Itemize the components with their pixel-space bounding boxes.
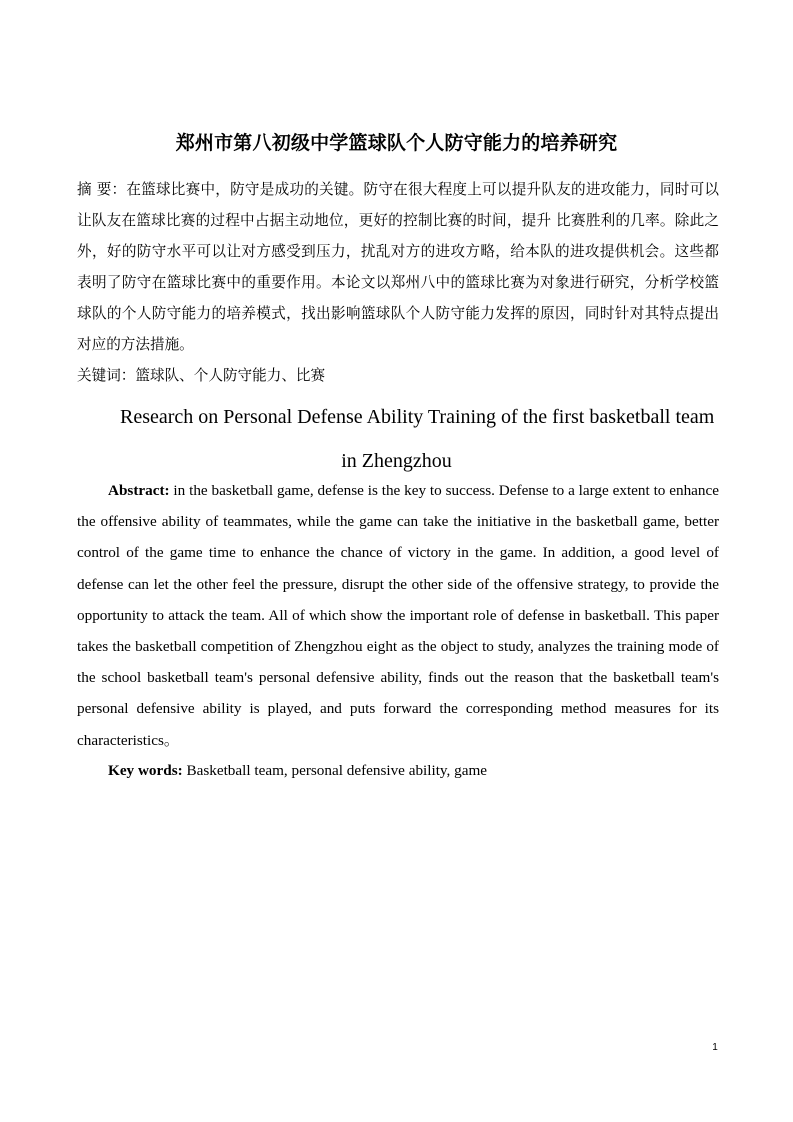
chinese-keywords bbox=[77, 362, 719, 390]
chinese-keywords-label: 关键词： bbox=[77, 367, 136, 384]
chinese-abstract-label: 摘 要： bbox=[77, 181, 127, 198]
chinese-abstract-text: 在篮球比赛中，防守是成功的关键。防守在很大程度上可以提升队友的进攻能力，同时可以让队友在篮球比赛的过程中占据主动地位，更好的控制比赛的时间，提升 比赛胜利的几率。除此之外，好的防守水平可以让对方感受到压力，扰乱对方的进攻方略，给本队的进攻提供机会。这些都表明了防守在篮球比赛中的重要作用。本论文以郑州八中的篮球比赛为对象进行研究，分析学校篮球队的个人防守能力的培养模式，找出影响篮球队个人防守能力发挥的原因，同时针对其特点提出对应的方法措施。 bbox=[77, 181, 719, 353]
english-abstract bbox=[77, 475, 719, 756]
english-abstract-text: in the basketball game, defense is the key to success. Defense to a large extent to enhance the offensive ability of teammates, while the game can take the initiative in the basketball game, better control of the game time to enhance the chance of victory in the game. In addition, a good level of defense can let the other feel the pressure, disrupt the other side of the offensive strategy, to provide the opportunity to attack the team. All of which show the important role of defense in basketball. This paper takes the basketball competition of Zhengzhou eight as the object to study, analyzes the training mode of the school basketball team's personal defensive ability, finds out the reason that the basketball team's personal defensive ability is played, and puts forward the corresponding method measures for its characteristics。 bbox=[77, 482, 719, 749]
english-abstract-label: Abstract: bbox=[108, 482, 170, 499]
english-title bbox=[77, 395, 757, 483]
english-keywords-label: Key words: bbox=[108, 762, 183, 779]
chinese-title: 郑州市第八初级中学篮球队个人防守能力的培养研究 bbox=[175, 132, 618, 154]
page-number: 1 bbox=[712, 1042, 718, 1053]
chinese-abstract bbox=[77, 174, 719, 360]
chinese-keywords-text: 篮球队、个人防守能力、比赛 bbox=[135, 367, 326, 384]
english-keywords-text: Basketball team, personal defensive ability, game bbox=[182, 762, 488, 779]
english-title-line-2: in Zhengzhou bbox=[341, 450, 452, 472]
english-keywords bbox=[108, 756, 719, 786]
english-title-line-1: Research on Personal Defense Ability Training of the first basketball team bbox=[120, 406, 715, 428]
